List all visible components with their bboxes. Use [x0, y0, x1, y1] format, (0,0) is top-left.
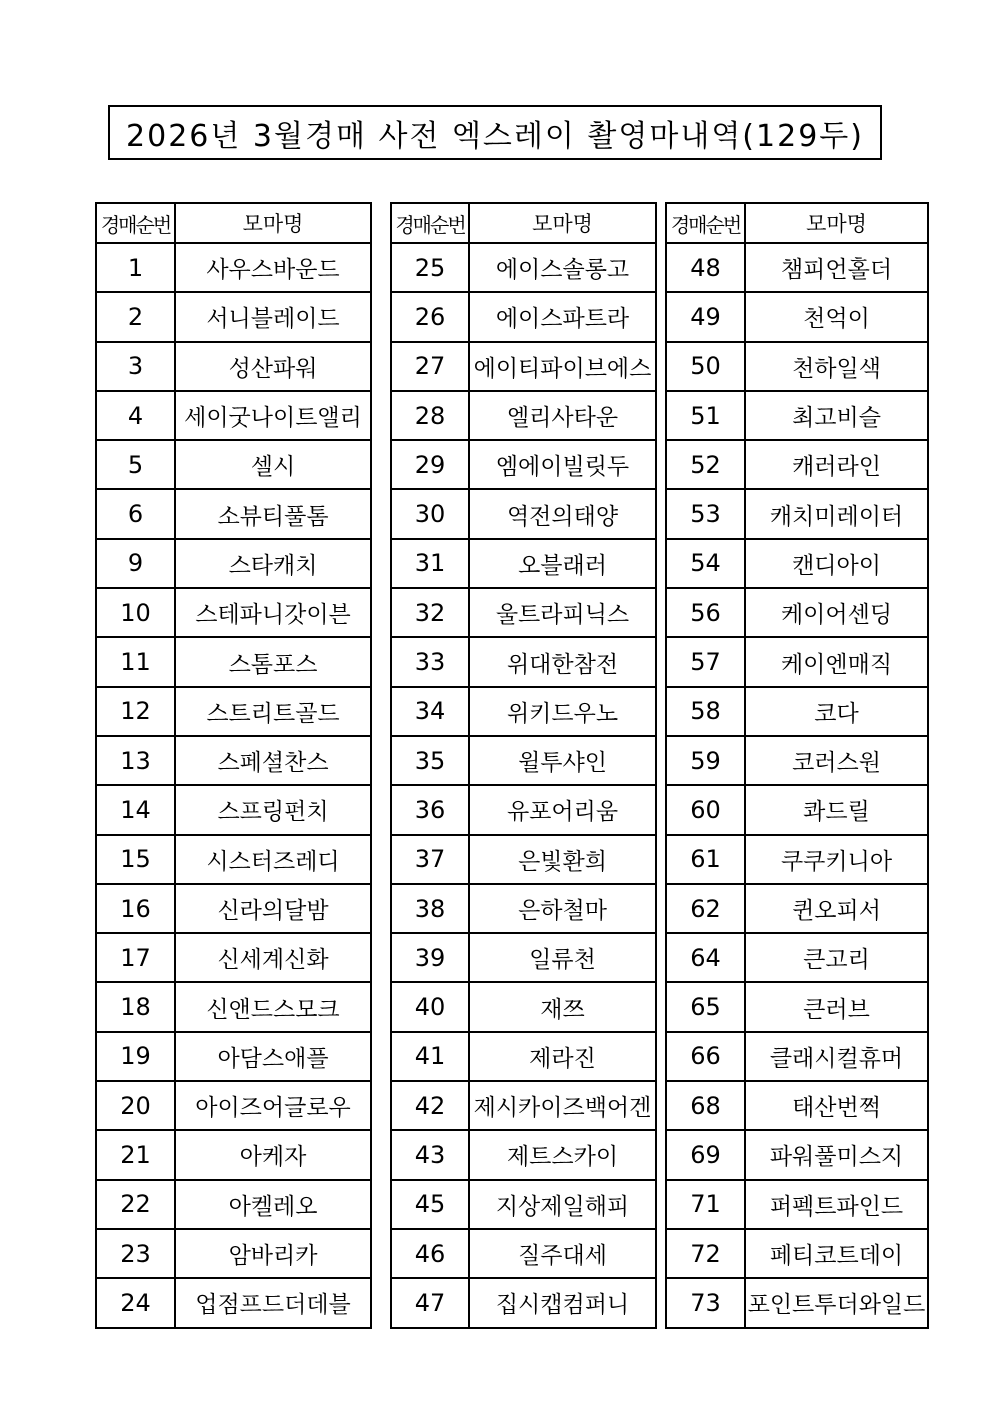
auction-number-cell: 19: [96, 1032, 175, 1081]
horse-name-cell: 암바리카: [175, 1229, 371, 1278]
auction-number-cell: 65: [666, 982, 745, 1031]
horse-name-cell: 사우스바운드: [175, 243, 371, 292]
auction-number-cell: 69: [666, 1130, 745, 1179]
table-row: [666, 243, 928, 292]
horse-name-cell: 신세계신화: [175, 933, 371, 982]
header-auction-number: 경매순번: [666, 203, 745, 243]
horse-name-cell: 케이어센딩: [745, 588, 928, 637]
table-row: [96, 1081, 371, 1130]
auction-number-cell: 64: [666, 933, 745, 982]
auction-number-cell: 73: [666, 1278, 745, 1327]
table-row: [666, 1032, 928, 1081]
horse-name-cell: 퀸오피서: [745, 884, 928, 933]
table-row: [391, 637, 656, 686]
horse-name-cell: 스톰포스: [175, 637, 371, 686]
auction-number-cell: 26: [391, 292, 469, 341]
auction-number-cell: 48: [666, 243, 745, 292]
auction-number-cell: 42: [391, 1081, 469, 1130]
table-row: [391, 292, 656, 341]
table-row: [391, 391, 656, 440]
auction-number-cell: 58: [666, 687, 745, 736]
table-row: [96, 884, 371, 933]
horse-name-cell: 에이티파이브에스: [469, 342, 656, 391]
table-row: [666, 933, 928, 982]
horse-name-cell: 캐치미레이터: [745, 489, 928, 538]
table-row: [391, 1081, 656, 1130]
table-row: [96, 687, 371, 736]
auction-number-cell: 16: [96, 884, 175, 933]
table-row: [666, 1081, 928, 1130]
horse-name-cell: 질주대세: [469, 1229, 656, 1278]
horse-name-cell: 퍼펙트파인드: [745, 1180, 928, 1229]
horse-table-1: [95, 202, 372, 1329]
auction-number-cell: 57: [666, 637, 745, 686]
auction-number-cell: 18: [96, 982, 175, 1031]
table-row: [666, 982, 928, 1031]
table-row: [666, 884, 928, 933]
table-row: [96, 292, 371, 341]
auction-number-cell: 29: [391, 440, 469, 489]
auction-number-cell: 10: [96, 588, 175, 637]
auction-number-cell: 59: [666, 736, 745, 785]
table-row: [96, 736, 371, 785]
horse-name-cell: 제시카이즈백어겐: [469, 1081, 656, 1130]
table-row: [391, 440, 656, 489]
header-horse-name: 모마명: [469, 203, 656, 243]
auction-number-cell: 38: [391, 884, 469, 933]
auction-number-cell: 36: [391, 785, 469, 834]
horse-name-cell: 집시캡컴퍼니: [469, 1278, 656, 1327]
table-row: [666, 440, 928, 489]
table-row: [391, 884, 656, 933]
auction-number-cell: 61: [666, 835, 745, 884]
horse-name-cell: 업점프드더데블: [175, 1278, 371, 1327]
auction-number-cell: 21: [96, 1130, 175, 1179]
table-row: [666, 835, 928, 884]
horse-name-cell: 스페셜찬스: [175, 736, 371, 785]
table-row: [96, 539, 371, 588]
auction-number-cell: 6: [96, 489, 175, 538]
table-row: [96, 243, 371, 292]
auction-number-cell: 71: [666, 1180, 745, 1229]
horse-table-3: [665, 202, 929, 1329]
table-row: [96, 588, 371, 637]
table-row: [96, 637, 371, 686]
auction-number-cell: 2: [96, 292, 175, 341]
table-row: [391, 342, 656, 391]
table-row: [391, 539, 656, 588]
horse-name-cell: 천억이: [745, 292, 928, 341]
horse-name-cell: 스타캐치: [175, 539, 371, 588]
horse-name-cell: 천하일색: [745, 342, 928, 391]
horse-name-cell: 위키드우노: [469, 687, 656, 736]
horse-table-2: [390, 202, 657, 1329]
auction-number-cell: 25: [391, 243, 469, 292]
horse-name-cell: 윌투샤인: [469, 736, 656, 785]
auction-number-cell: 40: [391, 982, 469, 1031]
horse-name-cell: 위대한참전: [469, 637, 656, 686]
horse-name-cell: 제트스카이: [469, 1130, 656, 1179]
auction-number-cell: 50: [666, 342, 745, 391]
horse-name-cell: 아이즈어글로우: [175, 1081, 371, 1130]
auction-number-cell: 35: [391, 736, 469, 785]
auction-number-cell: 32: [391, 588, 469, 637]
horse-name-cell: 셀시: [175, 440, 371, 489]
table-row: [666, 736, 928, 785]
table-row: [666, 1278, 928, 1327]
table-row: [96, 1130, 371, 1179]
header-auction-number: 경매순번: [96, 203, 175, 243]
horse-name-cell: 신라의달밤: [175, 884, 371, 933]
horse-name-cell: 엘리사타운: [469, 391, 656, 440]
table-row: [666, 1229, 928, 1278]
auction-number-cell: 23: [96, 1229, 175, 1278]
auction-number-cell: 56: [666, 588, 745, 637]
table-row: [666, 637, 928, 686]
table-row: [391, 933, 656, 982]
horse-name-cell: 캔디아이: [745, 539, 928, 588]
table-row: [666, 1130, 928, 1179]
table-row: [96, 933, 371, 982]
horse-name-cell: 일류천: [469, 933, 656, 982]
table-row: [96, 1032, 371, 1081]
horse-name-cell: 제라진: [469, 1032, 656, 1081]
auction-number-cell: 4: [96, 391, 175, 440]
table-row: [96, 489, 371, 538]
auction-number-cell: 45: [391, 1180, 469, 1229]
table-row: [666, 342, 928, 391]
auction-number-cell: 47: [391, 1278, 469, 1327]
horse-name-cell: 스트리트골드: [175, 687, 371, 736]
table-row: [391, 1229, 656, 1278]
table-row: [666, 687, 928, 736]
horse-name-cell: 지상제일해피: [469, 1180, 656, 1229]
horse-name-cell: 스프링펀치: [175, 785, 371, 834]
table-row: [391, 588, 656, 637]
auction-number-cell: 24: [96, 1278, 175, 1327]
table-row: [96, 835, 371, 884]
table-row: [391, 243, 656, 292]
table-row: [391, 1180, 656, 1229]
table-row: [666, 1180, 928, 1229]
auction-number-cell: 3: [96, 342, 175, 391]
auction-number-cell: 13: [96, 736, 175, 785]
auction-number-cell: 31: [391, 539, 469, 588]
horse-name-cell: 코러스원: [745, 736, 928, 785]
auction-number-cell: 11: [96, 637, 175, 686]
horse-name-cell: 은하철마: [469, 884, 656, 933]
horse-name-cell: 세이굿나이트앨리: [175, 391, 371, 440]
auction-number-cell: 72: [666, 1229, 745, 1278]
table-row: [391, 785, 656, 834]
table-row: [96, 1180, 371, 1229]
document-title: [108, 105, 882, 160]
auction-number-cell: 62: [666, 884, 745, 933]
horse-name-cell: 포인트투더와일드: [745, 1278, 928, 1327]
horse-name-cell: 울트라피닉스: [469, 588, 656, 637]
table-row: [96, 982, 371, 1031]
horse-name-cell: 에이스솔롱고: [469, 243, 656, 292]
horse-name-cell: 유포어리움: [469, 785, 656, 834]
auction-number-cell: 66: [666, 1032, 745, 1081]
horse-name-cell: 서니블레이드: [175, 292, 371, 341]
auction-number-cell: 12: [96, 687, 175, 736]
horse-name-cell: 파워풀미스지: [745, 1130, 928, 1179]
auction-number-cell: 20: [96, 1081, 175, 1130]
auction-number-cell: 60: [666, 785, 745, 834]
table-row: [96, 1229, 371, 1278]
header-horse-name: 모마명: [745, 203, 928, 243]
horse-name-cell: 페티코트데이: [745, 1229, 928, 1278]
horse-name-cell: 쿠쿠키니아: [745, 835, 928, 884]
table-row: [666, 588, 928, 637]
table-row: [96, 391, 371, 440]
auction-number-cell: 52: [666, 440, 745, 489]
auction-number-cell: 37: [391, 835, 469, 884]
table-row: [96, 785, 371, 834]
horse-name-cell: 신앤드스모크: [175, 982, 371, 1031]
auction-number-cell: 1: [96, 243, 175, 292]
auction-number-cell: 46: [391, 1229, 469, 1278]
auction-number-cell: 43: [391, 1130, 469, 1179]
table-row: [391, 687, 656, 736]
horse-name-cell: 콰드릴: [745, 785, 928, 834]
auction-number-cell: 28: [391, 391, 469, 440]
horse-name-cell: 스테파니갓이븐: [175, 588, 371, 637]
table-row: [96, 1278, 371, 1327]
table-row: [391, 1278, 656, 1327]
auction-number-cell: 9: [96, 539, 175, 588]
auction-number-cell: 27: [391, 342, 469, 391]
document-title-text: 2026년 3월경매 사전 엑스레이 촬영마내역(129두): [126, 118, 864, 154]
table-row: [391, 736, 656, 785]
auction-number-cell: 33: [391, 637, 469, 686]
horse-name-cell: 오블래러: [469, 539, 656, 588]
auction-number-cell: 49: [666, 292, 745, 341]
auction-number-cell: 5: [96, 440, 175, 489]
auction-number-cell: 41: [391, 1032, 469, 1081]
header-auction-number: 경매순번: [391, 203, 469, 243]
horse-name-cell: 클래시컬휴머: [745, 1032, 928, 1081]
auction-number-cell: 15: [96, 835, 175, 884]
auction-number-cell: 68: [666, 1081, 745, 1130]
table-row: [391, 982, 656, 1031]
auction-number-cell: 17: [96, 933, 175, 982]
table-row: [96, 342, 371, 391]
horse-name-cell: 태산번쩍: [745, 1081, 928, 1130]
auction-number-cell: 14: [96, 785, 175, 834]
table-row: [666, 539, 928, 588]
horse-name-cell: 은빛환희: [469, 835, 656, 884]
header-horse-name: 모마명: [175, 203, 371, 243]
table-row: [391, 489, 656, 538]
horse-name-cell: 에이스파트라: [469, 292, 656, 341]
table-row: [391, 1130, 656, 1179]
horse-name-cell: 큰러브: [745, 982, 928, 1031]
horse-name-cell: 아담스애플: [175, 1032, 371, 1081]
auction-number-cell: 34: [391, 687, 469, 736]
auction-number-cell: 39: [391, 933, 469, 982]
horse-name-cell: 성산파워: [175, 342, 371, 391]
table-row: [391, 1032, 656, 1081]
horse-name-cell: 아켈레오: [175, 1180, 371, 1229]
table-row: [666, 489, 928, 538]
horse-name-cell: 캐러라인: [745, 440, 928, 489]
auction-number-cell: 54: [666, 539, 745, 588]
auction-number-cell: 51: [666, 391, 745, 440]
table-row: [96, 440, 371, 489]
horse-name-cell: 챔피언홀더: [745, 243, 928, 292]
horse-name-cell: 소뷰티풀톰: [175, 489, 371, 538]
horse-name-cell: 재쯔: [469, 982, 656, 1031]
horse-name-cell: 케이엔매직: [745, 637, 928, 686]
auction-number-cell: 30: [391, 489, 469, 538]
horse-name-cell: 최고비슬: [745, 391, 928, 440]
horse-name-cell: 큰고리: [745, 933, 928, 982]
auction-number-cell: 53: [666, 489, 745, 538]
auction-number-cell: 22: [96, 1180, 175, 1229]
horse-name-cell: 시스터즈레디: [175, 835, 371, 884]
horse-name-cell: 엠에이빌릿두: [469, 440, 656, 489]
table-row: [666, 785, 928, 834]
horse-name-cell: 코다: [745, 687, 928, 736]
horse-name-cell: 역전의태양: [469, 489, 656, 538]
table-row: [666, 292, 928, 341]
table-row: [666, 391, 928, 440]
table-row: [391, 835, 656, 884]
horse-name-cell: 아케자: [175, 1130, 371, 1179]
